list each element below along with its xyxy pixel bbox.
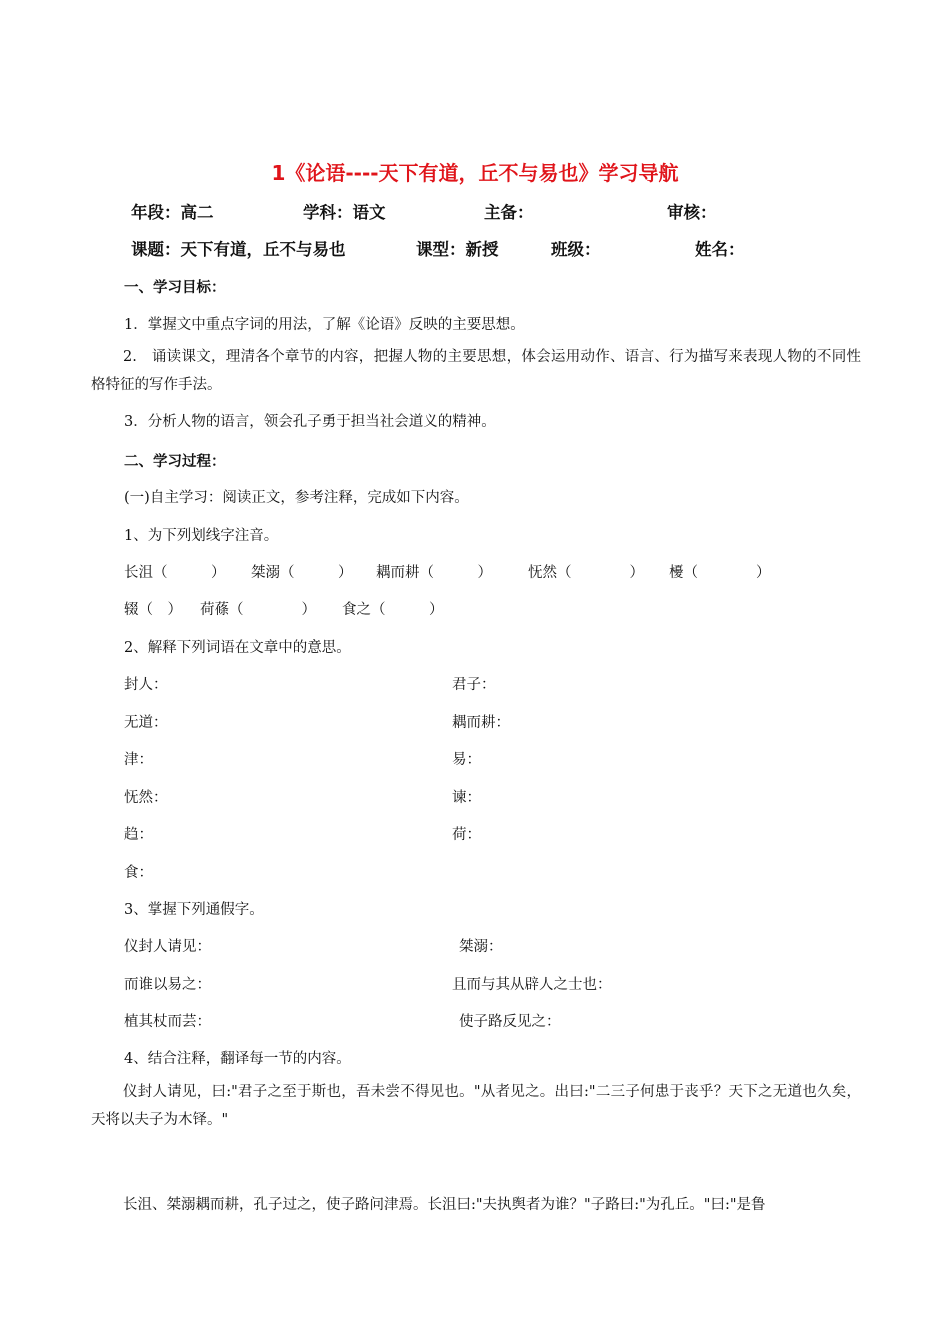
meta-name: 姓名： bbox=[695, 240, 745, 259]
meta-class: 班级： bbox=[551, 240, 601, 259]
meta-grade: 年段：高二 bbox=[131, 203, 214, 222]
process-intro: (一)自主学习：阅读正文，参考注释，完成如下内容。 bbox=[124, 490, 469, 506]
goal-item: 2. 诵读课文，理清各个章节的内容，把握人物的主要思想，体会运用动作、语言、行为描写来表现人物的不同性格特征的写作手法。 bbox=[91, 349, 861, 393]
vocab-item: 趋： bbox=[124, 827, 153, 843]
pinyin-item: 食之（ ） bbox=[342, 602, 444, 618]
vocab-item: 怃然： bbox=[124, 790, 168, 806]
loanword-item: 桀溺： bbox=[459, 939, 503, 955]
vocab-item: 君子： bbox=[452, 677, 496, 693]
loanword-item: 且而与其从辟人之士也： bbox=[452, 977, 612, 993]
question-prompt: 1、为下列划线字注音。 bbox=[124, 528, 279, 544]
question-prompt: 2、解释下列词语在文章中的意思。 bbox=[124, 640, 351, 656]
pinyin-item: 荷蓧（ ） bbox=[200, 602, 316, 618]
loanword-item: 使子路反见之： bbox=[459, 1014, 561, 1030]
vocab-item: 荷： bbox=[452, 827, 481, 843]
document-title: 1《论语----天下有道，丘不与易也》学习导航 bbox=[271, 161, 679, 185]
pinyin-item: 长沮（ ） bbox=[124, 565, 226, 581]
pinyin-item: 櫌（ ） bbox=[669, 565, 771, 581]
pinyin-item: 辍（ ） bbox=[124, 602, 182, 618]
vocab-item: 食： bbox=[124, 865, 153, 881]
vocab-item: 易： bbox=[452, 752, 481, 768]
vocab-item: 封人： bbox=[124, 677, 168, 693]
meta-lesson-type: 课型：新授 bbox=[416, 240, 499, 259]
question-prompt: 3、掌握下列通假字。 bbox=[124, 902, 264, 918]
translation-passage: 仪封人请见，曰:"君子之至于斯也，吾未尝不得见也。"从者见之。出曰:"二三子何患于丧乎？天下之无道也久矣，天将以夫子为木铎。" bbox=[91, 1084, 861, 1128]
meta-preparer: 主备： bbox=[484, 203, 534, 222]
goal-item: 1．掌握文中重点字词的用法，了解《论语》反映的主要思想。 bbox=[124, 317, 525, 333]
vocab-item: 津： bbox=[124, 752, 153, 768]
pinyin-item: 怃然（ ） bbox=[528, 565, 644, 581]
section-heading-goals: 一、学习目标： bbox=[124, 280, 226, 296]
vocab-item: 无道： bbox=[124, 715, 168, 731]
meta-topic: 课题：天下有道，丘不与易也 bbox=[131, 240, 346, 259]
loanword-item: 仪封人请见： bbox=[124, 939, 211, 955]
meta-subject: 学科：语文 bbox=[303, 203, 386, 222]
section-heading-process: 二、学习过程： bbox=[124, 454, 226, 470]
meta-reviewer: 审核： bbox=[667, 203, 717, 222]
vocab-item: 耦而耕： bbox=[452, 715, 510, 731]
goal-item: 3．分析人物的语言，领会孔子勇于担当社会道义的精神。 bbox=[124, 414, 496, 430]
question-prompt: 4、结合注释，翻译每一节的内容。 bbox=[124, 1051, 351, 1067]
vocab-item: 谏： bbox=[452, 790, 481, 806]
loanword-item: 而谁以易之： bbox=[124, 977, 211, 993]
pinyin-item: 耦而耕（ ） bbox=[376, 565, 492, 581]
pinyin-item: 桀溺（ ） bbox=[251, 565, 353, 581]
translation-passage: 长沮、桀溺耦而耕，孔子过之，使子路问津焉。长沮曰:"夫执舆者为谁？"子路曰:"为孔丘。"曰:"是鲁 bbox=[123, 1197, 766, 1213]
loanword-item: 植其杖而芸： bbox=[124, 1014, 211, 1030]
